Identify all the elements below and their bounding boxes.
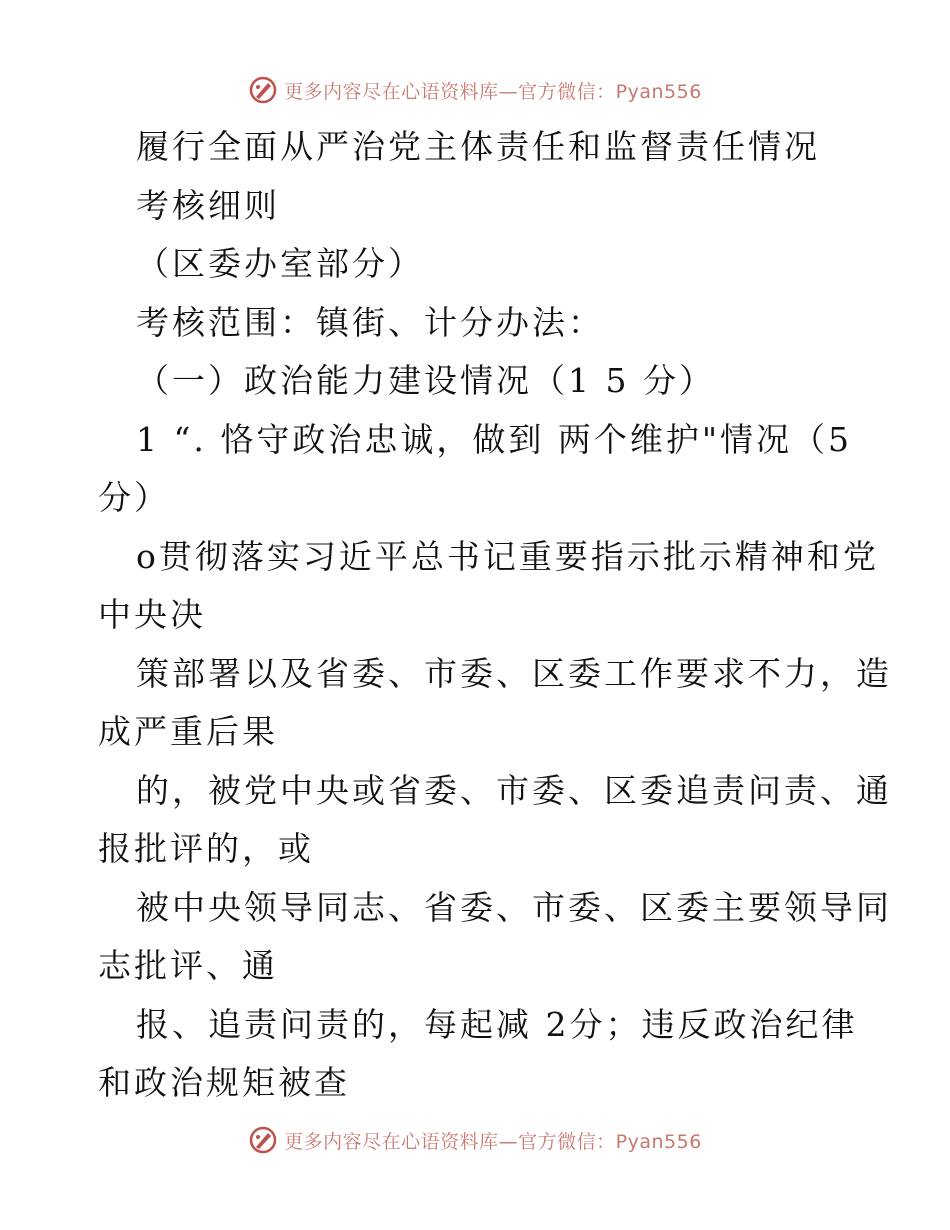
doc-text-line: 分） [98, 478, 170, 517]
doc-text-line: o贯彻落实习近平总书记重要指示批示精神和党 [136, 536, 879, 576]
doc-item-1: 1 “. 恪守政治忠诚，做到 两个维护"情况（5 [136, 419, 852, 459]
doc-subtitle-line: 考核细则 [136, 185, 280, 225]
doc-title-line: 履行全面从严治党主体责任和监督责任情况 [136, 127, 820, 166]
document-body [98, 118, 892, 1113]
watermark-text: 更多内容尽在心语资料库—官方微信：Pyan556 [284, 80, 702, 103]
header-watermark-banner [0, 70, 950, 110]
logo-pen-icon [248, 1125, 278, 1155]
doc-scope-line: 考核范围：镇街、计分办法： [136, 302, 604, 342]
doc-text-line: 志批评、通 [98, 946, 278, 985]
doc-text-line: 的，被党中央或省委、市委、区委追责问责、通 [136, 770, 892, 810]
doc-text-line: 报批评的，或 [98, 829, 314, 868]
doc-text-line: 被中央领导同志、省委、市委、区委主要领导同 [136, 887, 892, 927]
doc-text-line: 策部署以及省委、市委、区委工作要求不力，造 [136, 653, 892, 693]
doc-text-line: 中央决 [98, 595, 206, 634]
doc-text-line: 和政治规矩被查 [98, 1063, 350, 1102]
doc-heading-1: （一）政治能力建设情况（1 5 分） [136, 361, 715, 400]
doc-text-line: 报、追责问责的，每起减 2分；违反政治纪律 [136, 1004, 858, 1044]
doc-section-note: （区委办室部分） [136, 244, 424, 283]
doc-text-line: 成严重后果 [98, 712, 278, 751]
watermark-text: 更多内容尽在心语资料库—官方微信：Pyan556 [284, 1130, 702, 1153]
footer-watermark-banner [0, 1120, 950, 1160]
logo-pen-icon [248, 75, 278, 105]
